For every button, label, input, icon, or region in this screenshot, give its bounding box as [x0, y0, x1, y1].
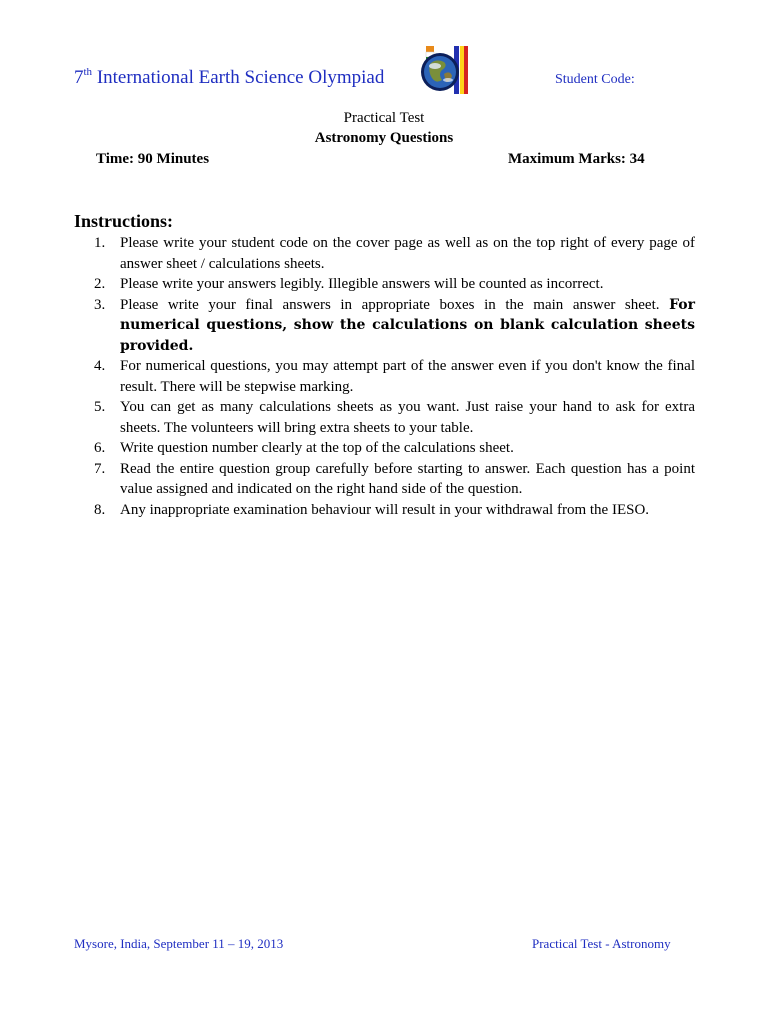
instruction-item [74, 356, 695, 397]
instruction-number: 1. [94, 235, 106, 251]
instruction-item [74, 274, 695, 295]
test-type: Practical Test [343, 110, 425, 126]
maximum-marks: Maximum Marks: 34 [508, 151, 645, 167]
instruction-item [74, 295, 695, 357]
footer-section: Practical Test - Astronomy [532, 936, 671, 951]
olympiad-name: International Earth Science Olympiad [92, 67, 385, 88]
instructions-list [74, 233, 695, 520]
instruction-text: Any inappropriate examination behaviour will result in your withdrawal from the IESO. [120, 501, 650, 518]
test-subject: Astronomy Questions [314, 130, 454, 146]
instruction-number: 4. [94, 358, 106, 374]
instruction-item [74, 500, 695, 521]
time-limit: Time: 90 Minutes [96, 151, 210, 167]
instruction-text: Please write your final answers in appropriate boxes in the main answer sheet. [120, 296, 670, 313]
olympiad-number: 7 [74, 67, 84, 88]
instruction-text: Please write your answers legibly. Illegible answers will be counted as incorrect. [120, 276, 604, 292]
instruction-number: 5. [94, 399, 106, 415]
student-code-label: Student Code: [555, 72, 635, 87]
instruction-emphasis: For numerical questions, show the calculations on blank calculation sheets provided. [120, 296, 695, 354]
olympiad-ordinal: th [83, 66, 93, 78]
instruction-text: Please write your student code on the cover page as well as on the top right of every page of answer sheet / calculations sheets. [120, 235, 695, 272]
instruction-text: For numerical questions, you may attempt part of the answer even if you don't know the final result. There will be stepwise marking. [120, 358, 695, 395]
instruction-number: 3. [94, 296, 106, 313]
instructions-heading: Instructions: [74, 211, 174, 231]
instruction-number: 8. [94, 501, 106, 518]
footer-location-dates: Mysore, India, September 11 – 19, 2013 [74, 936, 284, 951]
instruction-item [74, 438, 695, 459]
instruction-text: You can get as many calculations sheets as you want. Just raise your hand to ask for extra sheets. The volunteers will bring extra sheets to your table. [120, 399, 695, 436]
instruction-number: 2. [94, 276, 106, 292]
instruction-number: 6. [94, 440, 106, 456]
globe-logo-icon [418, 44, 474, 96]
instruction-item [74, 459, 695, 500]
instruction-text: Read the entire question group carefully before starting to answer. Each question has a point value assigned and indicated on the right hand side of the question. [120, 460, 695, 497]
instruction-item [74, 397, 695, 438]
instruction-number: 7. [94, 460, 106, 477]
olympiad-title [74, 66, 384, 89]
instruction-item [74, 233, 695, 274]
instruction-text: Write question number clearly at the top of the calculations sheet. [120, 440, 514, 456]
